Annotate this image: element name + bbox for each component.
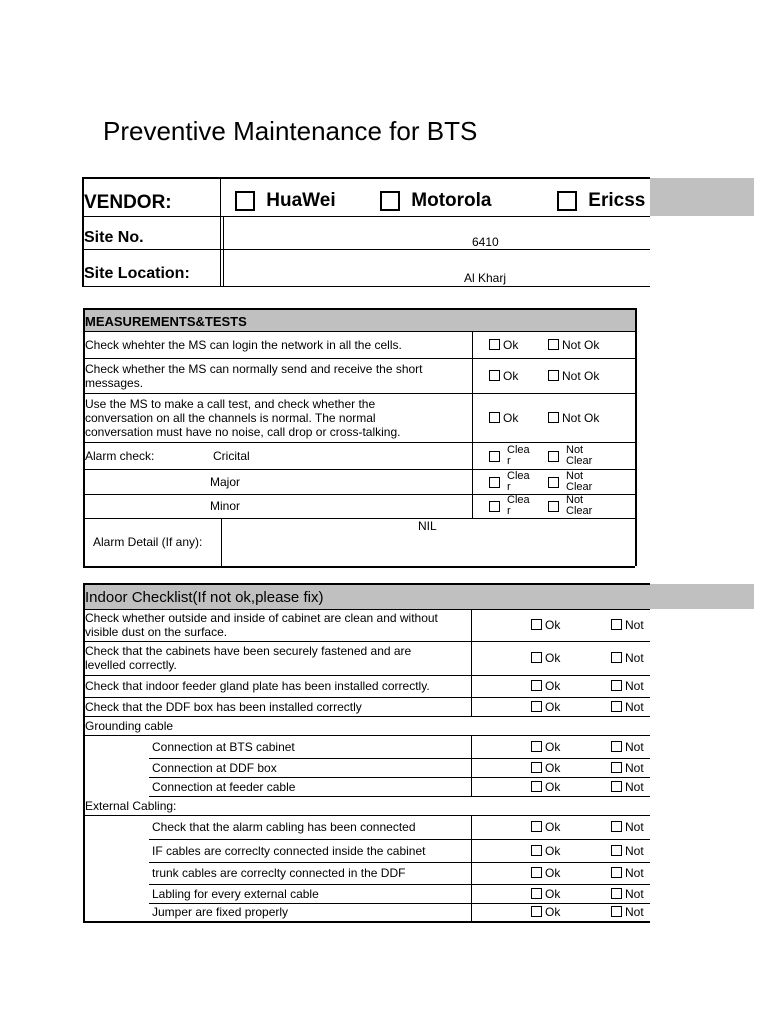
indoor-ok-option-label: Ok	[545, 760, 561, 775]
alarm-row-divider	[83, 494, 635, 495]
indoor-check-description-line: trunk cables are correclty connected in the DDF	[152, 866, 406, 880]
indoor-not-option-label: Not	[625, 618, 644, 632]
indoor-ok-option-checkbox[interactable]	[531, 888, 542, 899]
indoor-check-description-line: visible dust on the surface.	[85, 625, 228, 639]
ericsson-label: Ericss	[588, 190, 646, 211]
indoor-ok-option[interactable]	[531, 618, 560, 632]
test-ok-option-label: Ok	[503, 337, 519, 352]
alarm-not-clear-checkbox[interactable]	[548, 477, 559, 488]
indoor-check-description-line: Labling for every external cable	[152, 886, 319, 901]
indoor-ok-option[interactable]	[531, 905, 560, 919]
alarm-clear-checkbox[interactable]	[489, 477, 500, 488]
motorola-label: Motorola	[411, 190, 492, 211]
vendor-col-divider-b	[223, 216, 224, 287]
test-description-line: Check whether the MS can normally send and receive the short	[85, 361, 423, 376]
indoor-not-option-checkbox[interactable]	[611, 845, 622, 856]
indoor-not-option-checkbox[interactable]	[611, 652, 622, 663]
indoor-not-option-label: Not	[625, 760, 644, 775]
alarm-detail-label: Alarm Detail (If any):	[93, 535, 203, 549]
indoor-not-option[interactable]	[611, 905, 644, 919]
test-ok-option[interactable]	[489, 411, 518, 425]
indoor-row-divider	[149, 884, 650, 885]
alarm-clear-label-line: r	[507, 454, 511, 466]
test-not-ok-option-label: Not Ok	[562, 410, 600, 425]
test-description	[85, 362, 423, 390]
indoor-ok-option-checkbox[interactable]	[531, 867, 542, 878]
indoor-not-option[interactable]	[611, 618, 644, 632]
alarm-clear-label	[507, 445, 537, 466]
indoor-section-label-line: External Cabling:	[85, 798, 177, 813]
test-description	[85, 338, 402, 352]
indoor-row-divider	[149, 862, 650, 863]
vendor-option-ericsson[interactable]	[557, 190, 650, 212]
indoor-not-option-checkbox[interactable]	[611, 867, 622, 878]
indoor-check-description-line: Check that the DDF box has been installed correctly	[85, 699, 362, 714]
indoor-check-description	[152, 761, 277, 775]
test-description-line: Check whehter the MS can login the network in all the cells.	[85, 337, 402, 352]
indoor-ok-option-checkbox[interactable]	[531, 619, 542, 630]
vendor-option-motorola[interactable]	[380, 190, 492, 212]
indoor-ok-option[interactable]	[531, 679, 560, 693]
indoor-section-label	[85, 799, 176, 813]
indoor-check-col	[471, 862, 472, 884]
indoor-check-description	[152, 780, 295, 794]
alarm-detail-value[interactable]: NIL	[418, 519, 437, 533]
test-description-line: conversation must have no noise, call drop or cross-talking.	[85, 424, 401, 439]
test-not-ok-option-checkbox[interactable]	[548, 370, 559, 381]
test-ok-option[interactable]	[489, 338, 518, 352]
indoor-ok-option[interactable]	[531, 651, 560, 665]
indoor-check-description	[152, 905, 288, 919]
alarm-not-clear-label	[566, 471, 606, 492]
site-no-label: Site No.	[84, 229, 144, 246]
indoor-ok-option-checkbox[interactable]	[531, 781, 542, 792]
motorola-checkbox[interactable]	[380, 191, 400, 211]
measurements-row-divider	[83, 393, 635, 394]
indoor-not-option-checkbox[interactable]	[611, 680, 622, 691]
ericsson-checkbox[interactable]	[557, 191, 577, 211]
indoor-not-option[interactable]	[611, 740, 644, 754]
indoor-row-divider	[149, 839, 650, 840]
alarm-clear-label-line: Clea	[507, 495, 530, 506]
measurements-row-divider	[83, 358, 635, 359]
alarm-not-clear-label	[566, 445, 606, 466]
page-title: Preventive Maintenance for BTS	[103, 116, 478, 146]
indoor-ok-option-label: Ok	[545, 886, 561, 901]
indoor-check-description-line: Connection at DDF box	[152, 760, 277, 775]
alarm-clear-label-line: r	[507, 480, 511, 492]
indoor-ok-option-checkbox[interactable]	[531, 652, 542, 663]
indoor-check-description	[152, 740, 295, 754]
test-not-ok-option[interactable]	[548, 411, 599, 425]
indoor-not-option-label: Not	[625, 886, 644, 901]
vendor-col-divider-a	[220, 177, 221, 287]
huawei-checkbox[interactable]	[235, 191, 255, 211]
indoor-not-option-label: Not	[625, 699, 644, 714]
indoor-row-divider	[83, 675, 650, 676]
indoor-not-option[interactable]	[611, 866, 644, 880]
indoor-section-label	[85, 719, 173, 733]
test-ok-option-checkbox[interactable]	[489, 370, 500, 381]
indoor-check-col	[471, 609, 472, 641]
indoor-not-option-label: Not	[625, 866, 644, 880]
indoor-not-option-checkbox[interactable]	[611, 781, 622, 792]
alarm-not-clear-checkbox[interactable]	[548, 451, 559, 462]
test-not-ok-option[interactable]	[548, 338, 599, 352]
indoor-not-option-checkbox[interactable]	[611, 821, 622, 832]
test-not-ok-option-checkbox[interactable]	[548, 412, 559, 423]
indoor-not-option-label: Not	[625, 820, 644, 834]
indoor-ok-option-checkbox[interactable]	[531, 821, 542, 832]
indoor-check-description-line: Connection at feeder cable	[152, 779, 296, 794]
indoor-check-col	[471, 735, 472, 758]
site-row-divider	[82, 249, 650, 250]
indoor-not-option-label: Not	[625, 905, 644, 919]
indoor-check-description-line: Jumper are fixed properly	[152, 905, 289, 919]
indoor-not-option[interactable]	[611, 780, 644, 794]
indoor-check-col	[471, 675, 472, 697]
measurements-header: MEASUREMENTS&TESTS	[85, 314, 247, 329]
indoor-not-option-checkbox[interactable]	[611, 888, 622, 899]
indoor-not-option[interactable]	[611, 700, 644, 714]
indoor-check-description-line: levelled correctly.	[85, 658, 177, 672]
alarm-clear-label-line: Clea	[507, 444, 530, 456]
indoor-check-col	[471, 839, 472, 862]
site-no-value[interactable]: 6410	[472, 235, 499, 249]
alarm-not-clear-label-line: Not	[566, 495, 584, 506]
indoor-not-option-checkbox[interactable]	[611, 741, 622, 752]
indoor-row-divider	[149, 758, 650, 759]
alarm-clear-label-line: Clea	[507, 470, 530, 482]
measurements-check-col	[472, 331, 473, 518]
indoor-check-description	[85, 611, 438, 639]
measurements-top-border	[83, 308, 635, 310]
test-ok-option-checkbox[interactable]	[489, 412, 500, 423]
indoor-not-option-label: Not	[625, 739, 644, 754]
indoor-header-shade-overflow	[650, 584, 754, 609]
indoor-row-divider	[83, 735, 650, 736]
indoor-not-option[interactable]	[611, 844, 644, 858]
vendor-header-shade	[650, 178, 754, 216]
alarm-level-label: Minor	[210, 499, 241, 513]
indoor-ok-option[interactable]	[531, 866, 560, 880]
indoor-not-option-label: Not	[625, 679, 644, 693]
indoor-ok-option[interactable]	[531, 844, 560, 858]
indoor-not-option[interactable]	[611, 820, 644, 834]
vendor-row-divider	[82, 216, 650, 217]
indoor-ok-option-label: Ok	[545, 779, 561, 794]
alarm-clear-checkbox[interactable]	[489, 451, 500, 462]
alarm-not-clear-label-line: Not	[566, 470, 584, 482]
indoor-ok-option-checkbox[interactable]	[531, 845, 542, 856]
vendor-label: VENDOR:	[84, 192, 172, 213]
indoor-ok-option-checkbox[interactable]	[531, 906, 542, 917]
site-location-value[interactable]: Al Kharj	[464, 271, 507, 285]
alarm-not-clear-label-line: Not	[566, 444, 584, 456]
indoor-ok-option-label: Ok	[545, 618, 561, 632]
indoor-check-col	[471, 697, 472, 716]
indoor-check-description	[85, 700, 362, 714]
alarm-not-clear-label	[566, 495, 606, 516]
alarm-detail-col	[221, 518, 222, 566]
indoor-not-option[interactable]	[611, 651, 644, 665]
indoor-check-description	[152, 820, 416, 834]
test-description-line: conversation on all the channels is normal. The normal	[85, 410, 376, 425]
huawei-label: HuaWei	[266, 190, 336, 211]
indoor-check-description-line: Check that indoor feeder gland plate has been installed correctly.	[85, 679, 430, 693]
vendor-top-border	[82, 177, 650, 179]
indoor-check-col	[471, 777, 472, 796]
indoor-ok-option-checkbox[interactable]	[531, 701, 542, 712]
indoor-check-description-line: Connection at BTS cabinet	[152, 739, 295, 754]
indoor-check-col	[471, 641, 472, 675]
indoor-ok-option[interactable]	[531, 780, 560, 794]
measurements-row-divider	[83, 442, 635, 443]
indoor-ok-option-label: Ok	[545, 679, 561, 693]
test-not-ok-option-label: Not Ok	[562, 337, 600, 352]
indoor-section-label-line: Grounding cable	[85, 718, 174, 733]
indoor-check-description-line: Check whether outside and inside of cabinet are clean and without	[85, 611, 438, 625]
indoor-ok-option[interactable]	[531, 761, 560, 775]
alarm-clear-checkbox[interactable]	[489, 501, 500, 512]
indoor-not-option-checkbox[interactable]	[611, 762, 622, 773]
indoor-ok-option-checkbox[interactable]	[531, 762, 542, 773]
test-description-line: messages.	[85, 375, 144, 390]
indoor-not-option-label: Not	[625, 651, 644, 665]
vendor-option-huawei[interactable]	[235, 190, 336, 212]
alarm-not-clear-label-line: Clear	[566, 505, 593, 516]
alarm-not-clear-checkbox[interactable]	[548, 501, 559, 512]
indoor-ok-option-label: Ok	[545, 843, 561, 858]
alarm-clear-label-line: r	[507, 505, 511, 516]
indoor-ok-option[interactable]	[531, 740, 560, 754]
indoor-ok-option-label: Ok	[545, 739, 561, 754]
indoor-ok-option-label: Ok	[545, 651, 561, 665]
indoor-header-divider	[83, 609, 650, 610]
measurements-right-border	[635, 308, 637, 566]
indoor-ok-option-checkbox[interactable]	[531, 680, 542, 691]
indoor-check-col	[471, 758, 472, 777]
test-not-ok-option-label: Not Ok	[562, 368, 600, 383]
indoor-top-border	[83, 583, 650, 585]
indoor-bottom-border	[83, 921, 650, 923]
alarm-level-label: Major	[210, 474, 241, 489]
indoor-ok-option-label: Ok	[545, 905, 561, 919]
indoor-check-description	[152, 866, 405, 880]
test-description	[85, 397, 401, 439]
indoor-ok-option[interactable]	[531, 700, 560, 714]
test-ok-option-label: Ok	[503, 410, 519, 425]
indoor-check-col	[471, 815, 472, 839]
site-location-label: Site Location:	[84, 265, 190, 282]
alarm-level-label: Cricital	[213, 448, 250, 463]
test-not-ok-option-checkbox[interactable]	[548, 339, 559, 350]
indoor-check-col	[471, 884, 472, 903]
alarm-check-label: Alarm check:	[85, 448, 155, 463]
indoor-row-divider	[149, 777, 650, 778]
indoor-ok-option-label: Ok	[545, 699, 561, 714]
measurements-bottom-border	[83, 566, 635, 568]
indoor-row-divider	[83, 815, 650, 816]
alarm-row-divider	[83, 469, 635, 470]
indoor-check-description-line: IF cables are correclty connected inside the cabinet	[152, 843, 426, 858]
indoor-not-option-checkbox[interactable]	[611, 701, 622, 712]
alarm-clear-label	[507, 471, 537, 492]
indoor-row-divider	[83, 716, 650, 717]
indoor-ok-option[interactable]	[531, 887, 560, 901]
test-ok-option[interactable]	[489, 369, 518, 383]
indoor-not-option-checkbox[interactable]	[611, 619, 622, 630]
test-not-ok-option[interactable]	[548, 369, 599, 383]
alarm-row-divider	[83, 518, 635, 519]
indoor-check-description-line: Check that the cabinets have been securely fastened and are	[85, 644, 412, 658]
indoor-not-option[interactable]	[611, 679, 644, 693]
indoor-row-divider	[83, 641, 650, 642]
indoor-not-option[interactable]	[611, 761, 644, 775]
indoor-not-option-label: Not	[625, 779, 644, 794]
test-ok-option-checkbox[interactable]	[489, 339, 500, 350]
site-bottom-border	[82, 286, 650, 287]
test-ok-option-label: Ok	[503, 368, 519, 383]
indoor-check-description	[85, 679, 430, 693]
alarm-not-clear-label-line: Clear	[566, 454, 593, 466]
indoor-check-description	[85, 644, 411, 672]
indoor-not-option[interactable]	[611, 887, 644, 901]
indoor-not-option-label: Not	[625, 843, 644, 858]
indoor-check-description	[152, 887, 319, 901]
indoor-header: Indoor Checklist(If not ok,please fix)	[85, 589, 324, 606]
indoor-check-description-line: Check that the alarm cabling has been connected	[152, 820, 416, 834]
test-description-line: Use the MS to make a call test, and check whether the	[85, 396, 376, 411]
indoor-not-option-checkbox[interactable]	[611, 906, 622, 917]
indoor-check-description	[152, 844, 425, 858]
measurements-header-divider	[83, 331, 635, 332]
alarm-not-clear-label-line: Clear	[566, 480, 593, 492]
indoor-check-col	[471, 903, 472, 921]
alarm-clear-label	[507, 495, 537, 516]
indoor-ok-option[interactable]	[531, 820, 560, 834]
indoor-row-divider	[149, 903, 650, 904]
indoor-row-divider	[149, 796, 650, 797]
indoor-ok-option-label: Ok	[545, 820, 561, 834]
indoor-row-divider	[83, 697, 650, 698]
indoor-ok-option-label: Ok	[545, 866, 561, 880]
indoor-ok-option-checkbox[interactable]	[531, 741, 542, 752]
